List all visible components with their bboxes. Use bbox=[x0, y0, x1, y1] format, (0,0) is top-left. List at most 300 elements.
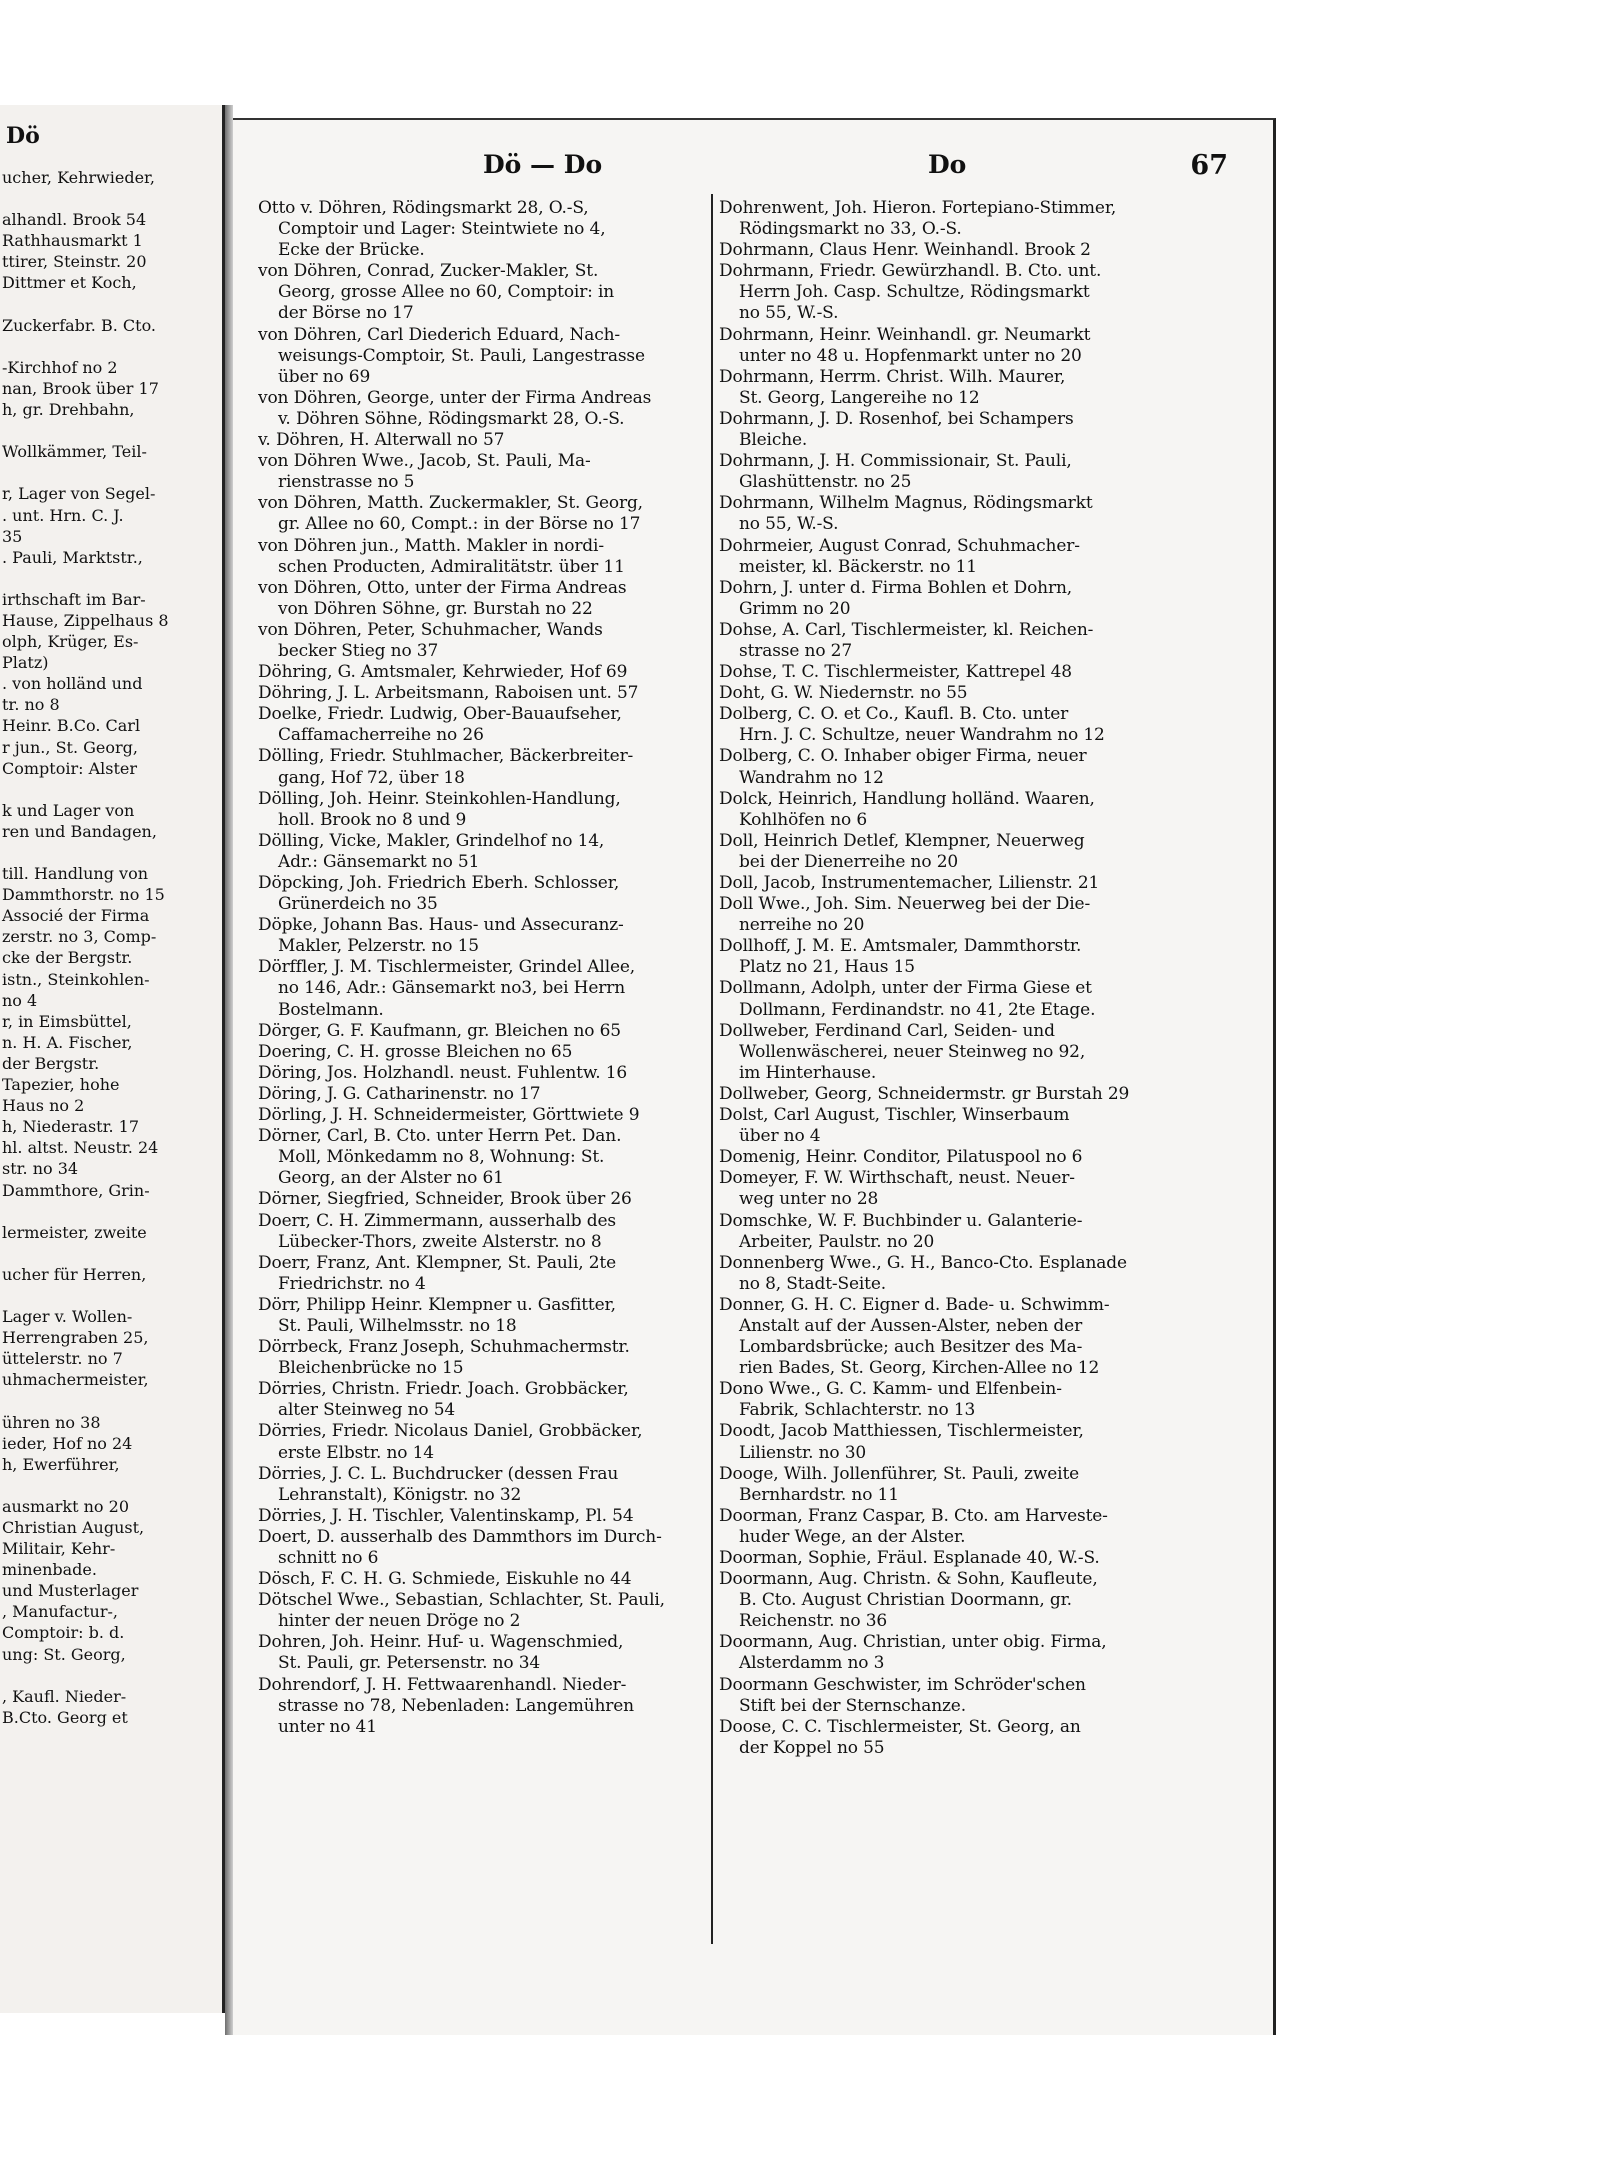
entry-name-line: Domenig, Heinr. Conditor, Pilatuspool no 6 bbox=[719, 1147, 1083, 1168]
facing-page-line: Dittmer et Koch, bbox=[2, 273, 137, 293]
directory-column-right bbox=[719, 198, 1231, 1759]
directory-entry bbox=[719, 1379, 1231, 1421]
entry-name-line: Döhring, G. Amtsmaler, Kehrwieder, Hof 69 bbox=[258, 662, 628, 683]
entry-name-line: Dolberg, C. O. et Co., Kaufl. B. Cto. unter bbox=[719, 704, 1069, 725]
entry-continuation-line: nerreihe no 20 bbox=[739, 915, 865, 936]
directory-entry bbox=[258, 1211, 708, 1253]
entry-continuation-line: Arbeiter, Paulstr. no 20 bbox=[739, 1231, 935, 1252]
entry-continuation-line: Georg, an der Alster no 61 bbox=[278, 1168, 504, 1189]
directory-entry bbox=[719, 1168, 1231, 1210]
directory-entry bbox=[258, 1527, 708, 1569]
entry-continuation-line: schen Producten, Admiralitätstr. über 11 bbox=[278, 556, 625, 577]
directory-entry bbox=[719, 536, 1231, 578]
entry-continuation-line: Makler, Pelzerstr. no 15 bbox=[278, 936, 479, 957]
entry-continuation-line: no 55, W.-S. bbox=[739, 514, 839, 535]
entry-name-line: Doll, Jacob, Instrumentemacher, Lilienstr. 21 bbox=[719, 873, 1100, 893]
entry-continuation-line: Platz no 21, Haus 15 bbox=[739, 957, 915, 978]
facing-page-line bbox=[0, 462, 222, 483]
entry-name-line: von Döhren, Otto, unter der Firma Andreas bbox=[258, 577, 627, 598]
facing-page-line: zerstr. no 3, Comp- bbox=[2, 927, 157, 947]
entry-name-line: Dohrenwent, Joh. Hieron. Fortepiano-Stimmer, bbox=[719, 198, 1117, 218]
facing-page-line: der Bergstr. bbox=[2, 1053, 100, 1073]
entry-name-line: Dollweber, Georg, Schneidermstr. gr Burstah 29 bbox=[719, 1083, 1130, 1104]
entry-continuation-line: Adr.: Gänsemarkt no 51 bbox=[278, 851, 480, 872]
facing-page-line: Herrengraben 25, bbox=[2, 1328, 149, 1348]
directory-entry bbox=[258, 1506, 708, 1527]
directory-entry bbox=[258, 1042, 708, 1063]
directory-entry bbox=[719, 240, 1231, 261]
facing-page-line: n. H. A. Fischer, bbox=[2, 1032, 133, 1052]
facing-page-line bbox=[0, 1390, 222, 1411]
entry-continuation-line: Fabrik, Schlachterstr. no 13 bbox=[739, 1400, 976, 1421]
directory-entry bbox=[719, 1421, 1231, 1463]
directory-entry bbox=[258, 1421, 708, 1463]
facing-page-line: Hause, Zippelhaus 8 bbox=[2, 610, 169, 630]
entry-continuation-line: rien Bades, St. Georg, Kirchen-Allee no 12 bbox=[739, 1358, 1100, 1379]
running-head-left: Dö — Do bbox=[483, 150, 603, 179]
entry-name-line: Doodt, Jacob Matthiessen, Tischlermeister, bbox=[719, 1421, 1084, 1442]
entry-name-line: Döhring, J. L. Arbeitsmann, Raboisen unt. 57 bbox=[258, 683, 639, 704]
facing-page-line: Militair, Kehr- bbox=[2, 1539, 116, 1559]
entry-name-line: von Döhren, Carl Diederich Eduard, Nach- bbox=[258, 324, 620, 345]
directory-entry bbox=[719, 620, 1231, 662]
facing-page-line: irthschaft im Bar- bbox=[2, 589, 146, 609]
directory-entry bbox=[258, 831, 708, 873]
entry-name-line: Dolberg, C. O. Inhaber obiger Firma, neuer bbox=[719, 746, 1087, 767]
entry-continuation-line: Comptoir und Lager: Steintwiete no 4, bbox=[278, 219, 606, 240]
facing-page-line bbox=[0, 1285, 222, 1306]
entry-name-line: Doht, G. W. Niedernstr. no 55 bbox=[719, 683, 968, 704]
entry-name-line: von Döhren, Peter, Schuhmacher, Wands bbox=[258, 619, 603, 640]
facing-page-line: Lager v. Wollen- bbox=[2, 1307, 133, 1327]
facing-page-line: Associé der Firma bbox=[2, 906, 150, 926]
directory-entry bbox=[258, 325, 708, 388]
directory-entry bbox=[258, 1379, 708, 1421]
directory-entry bbox=[719, 1506, 1231, 1548]
entry-continuation-line: St. Pauli, gr. Petersenstr. no 34 bbox=[278, 1653, 541, 1674]
entry-name-line: Dono Wwe., G. C. Kamm- und Elfenbein- bbox=[719, 1379, 1062, 1400]
facing-page-line: till. Handlung von bbox=[2, 864, 149, 884]
entry-continuation-line: Reichenstr. no 36 bbox=[739, 1611, 888, 1632]
entry-name-line: Dörner, Carl, B. Cto. unter Herrn Pet. Dan. bbox=[258, 1126, 622, 1147]
facing-page-line: Zuckerfabr. B. Cto. bbox=[2, 315, 156, 335]
directory-entry bbox=[258, 493, 708, 535]
directory-entry bbox=[719, 1632, 1231, 1674]
directory-entry bbox=[719, 789, 1231, 831]
directory-entry bbox=[719, 493, 1231, 535]
entry-name-line: Dörffler, J. M. Tischlermeister, Grindel Allee, bbox=[258, 957, 636, 978]
entry-continuation-line: Wollenwäscherei, neuer Steinweg no 92, bbox=[739, 1041, 1086, 1062]
entry-continuation-line: Bernhardstr. no 11 bbox=[739, 1484, 899, 1505]
directory-entry bbox=[719, 936, 1231, 978]
directory-entry bbox=[258, 620, 708, 662]
entry-name-line: Dohrmann, Claus Henr. Weinhandl. Brook 2 bbox=[719, 240, 1091, 261]
entry-name-line: Dohse, T. C. Tischlermeister, Kattrepel 48 bbox=[719, 662, 1072, 683]
entry-continuation-line: unter no 41 bbox=[278, 1716, 377, 1737]
entry-name-line: v. Döhren, H. Alterwall no 57 bbox=[258, 430, 505, 451]
facing-page-line: r, in Eimsbüttel, bbox=[2, 1011, 132, 1031]
entry-continuation-line: no 8, Stadt-Seite. bbox=[739, 1273, 887, 1294]
entry-continuation-line: Hrn. J. C. Schultze, neuer Wandrahm no 12 bbox=[739, 725, 1105, 746]
facing-page-line bbox=[0, 779, 222, 800]
directory-entry bbox=[258, 1569, 708, 1590]
entry-name-line: Dohrmann, Wilhelm Magnus, Rödingsmarkt bbox=[719, 493, 1093, 514]
facing-page-line: . von holländ und bbox=[2, 674, 143, 694]
facing-page-line: olph, Krüger, Es- bbox=[2, 632, 139, 652]
entry-continuation-line: Ecke der Brücke. bbox=[278, 240, 425, 261]
entry-continuation-line: Bostelmann. bbox=[278, 999, 384, 1020]
facing-page-line bbox=[0, 336, 222, 357]
facing-page-line: uhmachermeister, bbox=[2, 1370, 149, 1390]
entry-continuation-line: im Hinterhause. bbox=[739, 1062, 877, 1083]
entry-continuation-line: der Koppel no 55 bbox=[739, 1737, 885, 1758]
directory-entry bbox=[719, 1295, 1231, 1379]
directory-entry bbox=[719, 409, 1231, 451]
entry-continuation-line: Anstalt auf der Aussen-Alster, neben der bbox=[739, 1315, 1083, 1336]
directory-entry bbox=[258, 1464, 708, 1506]
facing-page-line: hl. altst. Neustr. 24 bbox=[2, 1138, 159, 1158]
entry-continuation-line: Bleiche. bbox=[739, 430, 808, 451]
entry-continuation-line: Herrn Joh. Casp. Schultze, Rödingsmarkt bbox=[739, 282, 1090, 303]
column-divider bbox=[711, 194, 713, 1944]
directory-entry bbox=[258, 1021, 708, 1042]
entry-name-line: Doll Wwe., Joh. Sim. Neuerweg bei der Die- bbox=[719, 894, 1091, 915]
facing-page-line bbox=[0, 294, 222, 315]
directory-page bbox=[233, 118, 1276, 2035]
directory-entry bbox=[719, 1147, 1231, 1168]
entry-name-line: Otto v. Döhren, Rödingsmarkt 28, O.-S, bbox=[258, 198, 589, 218]
entry-continuation-line: holl. Brook no 8 und 9 bbox=[278, 809, 467, 830]
entry-name-line: Dohrn, J. unter d. Firma Bohlen et Dohrn, bbox=[719, 577, 1072, 598]
entry-continuation-line: weisungs-Comptoir, St. Pauli, Langestrasse bbox=[278, 345, 645, 366]
entry-name-line: Doose, C. C. Tischlermeister, St. Georg, an bbox=[719, 1716, 1081, 1737]
entry-name-line: Doorman, Sophie, Fräul. Esplanade 40, W.-S. bbox=[719, 1548, 1100, 1568]
entry-continuation-line: Lilienstr. no 30 bbox=[739, 1442, 867, 1463]
entry-continuation-line: von Döhren Söhne, gr. Burstah no 22 bbox=[278, 598, 593, 619]
entry-name-line: Döring, Jos. Holzhandl. neust. Fuhlentw. 16 bbox=[258, 1062, 628, 1083]
facing-page-line: h, gr. Drehbahn, bbox=[2, 400, 135, 420]
directory-entry bbox=[719, 1675, 1231, 1717]
directory-entry bbox=[719, 831, 1231, 873]
directory-entry bbox=[719, 894, 1231, 936]
directory-entry bbox=[258, 789, 708, 831]
directory-entry bbox=[719, 451, 1231, 493]
entry-name-line: von Döhren, Conrad, Zucker-Makler, St. bbox=[258, 261, 599, 282]
entry-name-line: Dörries, Friedr. Nicolaus Daniel, Grobbäcker, bbox=[258, 1421, 643, 1442]
entry-name-line: Donnenberg Wwe., G. H., Banco-Cto. Esplanade bbox=[719, 1252, 1127, 1273]
entry-continuation-line: St. Pauli, Wilhelmsstr. no 18 bbox=[278, 1315, 517, 1336]
entry-continuation-line: v. Döhren Söhne, Rödingsmarkt 28, O.-S. bbox=[278, 408, 625, 429]
entry-name-line: Dörrbeck, Franz Joseph, Schuhmachermstr. bbox=[258, 1337, 630, 1358]
entry-name-line: Doelke, Friedr. Ludwig, Ober-Bauaufseher, bbox=[258, 704, 622, 725]
running-head-right: Do bbox=[928, 150, 967, 179]
directory-entry bbox=[719, 1717, 1231, 1759]
directory-entry bbox=[258, 388, 708, 430]
facing-page-line: ausmarkt no 20 bbox=[2, 1496, 130, 1516]
facing-page-line: Comptoir: Alster bbox=[2, 758, 138, 778]
facing-page-line bbox=[0, 1665, 222, 1686]
facing-page-line: k und Lager von bbox=[2, 800, 135, 820]
entry-continuation-line: no 55, W.-S. bbox=[739, 303, 839, 324]
entry-name-line: Dölling, Joh. Heinr. Steinkohlen-Handlung, bbox=[258, 788, 621, 809]
entry-continuation-line: huder Wege, an der Alster. bbox=[739, 1526, 966, 1547]
directory-entry bbox=[258, 578, 708, 620]
entry-continuation-line: Friedrichstr. no 4 bbox=[278, 1273, 426, 1294]
facing-page-line bbox=[0, 568, 222, 589]
facing-page-line: Rathhausmarkt 1 bbox=[2, 231, 143, 251]
facing-page-line: -Kirchhof no 2 bbox=[2, 357, 118, 377]
entry-continuation-line: Georg, grosse Allee no 60, Comptoir: in bbox=[278, 282, 615, 303]
entry-continuation-line: Rödingsmarkt no 33, O.-S. bbox=[739, 219, 962, 240]
directory-entry bbox=[258, 873, 708, 915]
directory-entry bbox=[258, 915, 708, 957]
directory-entry bbox=[258, 704, 708, 746]
entry-name-line: Dörr, Philipp Heinr. Klempner u. Gasfitter, bbox=[258, 1294, 616, 1315]
entry-continuation-line: gr. Allee no 60, Compt.: in der Börse no 17 bbox=[278, 514, 641, 535]
directory-entry bbox=[258, 1189, 708, 1210]
directory-entry bbox=[719, 1211, 1231, 1253]
directory-entry bbox=[719, 1021, 1231, 1084]
directory-entry bbox=[258, 1632, 708, 1674]
entry-continuation-line: über no 69 bbox=[278, 366, 371, 387]
facing-page-line bbox=[0, 420, 222, 441]
directory-entry bbox=[719, 1464, 1231, 1506]
entry-name-line: Dollmann, Adolph, unter der Firma Giese et bbox=[719, 978, 1092, 999]
facing-page-line: Dammthorstr. no 15 bbox=[2, 885, 165, 905]
directory-entry bbox=[258, 451, 708, 493]
entry-continuation-line: no 146, Adr.: Gänsemarkt no3, bei Herrn bbox=[278, 978, 625, 999]
facing-page-line: Comptoir: b. d. bbox=[2, 1623, 125, 1643]
entry-continuation-line: schnitt no 6 bbox=[278, 1548, 379, 1568]
entry-name-line: Döpke, Johann Bas. Haus- und Assecuranz- bbox=[258, 915, 624, 936]
directory-entry bbox=[719, 1105, 1231, 1147]
facing-page-line: tr. no 8 bbox=[2, 695, 60, 715]
directory-entry bbox=[719, 578, 1231, 620]
entry-name-line: Dölling, Friedr. Stuhlmacher, Bäckerbreiter- bbox=[258, 746, 634, 767]
directory-entry bbox=[258, 1675, 708, 1738]
facing-page-line: B.Cto. Georg et bbox=[2, 1707, 128, 1727]
entry-continuation-line: St. Georg, Langereihe no 12 bbox=[739, 387, 980, 408]
facing-page-text bbox=[0, 167, 222, 1728]
facing-page-line: , Manufactur-, bbox=[2, 1602, 118, 1622]
directory-entry bbox=[258, 957, 708, 1020]
entry-name-line: Doerr, Franz, Ant. Klempner, St. Pauli, 2te bbox=[258, 1252, 617, 1273]
entry-name-line: Dohrmann, J. D. Rosenhof, bei Schampers bbox=[719, 408, 1074, 429]
entry-continuation-line: über no 4 bbox=[739, 1126, 821, 1147]
entry-continuation-line: Bleichenbrücke no 15 bbox=[278, 1358, 464, 1379]
entry-continuation-line: rienstrasse no 5 bbox=[278, 472, 415, 493]
facing-page-line bbox=[0, 1201, 222, 1222]
directory-entry bbox=[719, 1084, 1231, 1105]
entry-continuation-line: Stift bei der Sternschanze. bbox=[739, 1695, 966, 1716]
entry-name-line: Dörries, J. C. L. Buchdrucker (dessen Frau bbox=[258, 1463, 619, 1484]
entry-name-line: Dollweber, Ferdinand Carl, Seiden- und bbox=[719, 1020, 1055, 1041]
entry-name-line: Dörries, Christn. Friedr. Joach. Grobbäcker, bbox=[258, 1379, 629, 1400]
running-header bbox=[233, 150, 1273, 190]
entry-name-line: Dohrmann, Herrm. Christ. Wilh. Maurer, bbox=[719, 366, 1066, 387]
directory-entry bbox=[258, 1063, 708, 1084]
entry-continuation-line: Lehranstalt), Königstr. no 32 bbox=[278, 1484, 522, 1505]
facing-page-line: 35 bbox=[2, 526, 23, 546]
entry-name-line: Doll, Heinrich Detlef, Klempner, Neuerweg bbox=[719, 830, 1085, 851]
facing-page-line: h, Niederastr. 17 bbox=[2, 1117, 140, 1137]
entry-name-line: Doorman, Franz Caspar, B. Cto. am Harveste- bbox=[719, 1505, 1108, 1526]
entry-continuation-line: Glashüttenstr. no 25 bbox=[739, 472, 912, 493]
entry-name-line: Dötschel Wwe., Sebastian, Schlachter, St. Pauli, bbox=[258, 1590, 665, 1611]
entry-continuation-line: Kohlhöfen no 6 bbox=[739, 809, 868, 830]
directory-entry bbox=[719, 325, 1231, 367]
entry-name-line: Dollhoff, J. M. E. Amtsmaler, Dammthorstr. bbox=[719, 936, 1082, 957]
entry-name-line: Dohren, Joh. Heinr. Huf- u. Wagenschmied, bbox=[258, 1632, 624, 1653]
entry-name-line: Dörries, J. H. Tischler, Valentinskamp, Pl. 54 bbox=[258, 1505, 634, 1526]
directory-entry bbox=[258, 1105, 708, 1126]
entry-name-line: Doormann Geschwister, im Schröder'schen bbox=[719, 1674, 1086, 1695]
facing-page-line: ieder, Hof no 24 bbox=[2, 1433, 133, 1453]
entry-continuation-line: Dollmann, Ferdinandstr. no 41, 2te Etage. bbox=[739, 999, 1096, 1020]
directory-entry bbox=[719, 704, 1231, 746]
entry-continuation-line: Grimm no 20 bbox=[739, 598, 851, 619]
entry-name-line: von Döhren, George, unter der Firma Andreas bbox=[258, 387, 652, 408]
entry-name-line: Dolck, Heinrich, Handlung holländ. Waaren, bbox=[719, 788, 1095, 809]
entry-name-line: Dösch, F. C. H. G. Schmiede, Eiskuhle no 44 bbox=[258, 1569, 632, 1590]
entry-name-line: Dohrmann, Heinr. Weinhandl. gr. Neumarkt bbox=[719, 324, 1091, 345]
directory-entry bbox=[719, 978, 1231, 1020]
directory-entry bbox=[719, 1548, 1231, 1569]
directory-entry bbox=[258, 1126, 708, 1189]
directory-entry bbox=[719, 873, 1231, 894]
facing-page-line: h, Ewerführer, bbox=[2, 1454, 120, 1474]
entry-name-line: Doormann, Aug. Christn. & Sohn, Kaufleute, bbox=[719, 1569, 1098, 1590]
entry-name-line: Dörling, J. H. Schneidermeister, Görttwiete 9 bbox=[258, 1105, 640, 1126]
entry-name-line: Doormann, Aug. Christian, unter obig. Firma, bbox=[719, 1632, 1107, 1653]
facing-page-line: no 4 bbox=[2, 990, 38, 1010]
facing-page-line: üttelerstr. no 7 bbox=[2, 1349, 123, 1369]
entry-name-line: Dohrmann, J. H. Commissionair, St. Pauli, bbox=[719, 451, 1072, 472]
facing-page-line: ucher für Herren, bbox=[2, 1264, 147, 1284]
facing-page-line: , Kaufl. Nieder- bbox=[2, 1686, 127, 1706]
entry-name-line: von Döhren jun., Matth. Makler in nordi- bbox=[258, 535, 604, 556]
entry-continuation-line: erste Elbstr. no 14 bbox=[278, 1442, 434, 1463]
facing-page-line: alhandl. Brook 54 bbox=[2, 210, 147, 230]
facing-page-line: cke der Bergstr. bbox=[2, 948, 133, 968]
entry-name-line: Dohrmann, Friedr. Gewürzhandl. B. Cto. unt. bbox=[719, 261, 1102, 282]
directory-entry bbox=[719, 198, 1231, 240]
entry-continuation-line: B. Cto. August Christian Doormann, gr. bbox=[739, 1590, 1072, 1611]
page-number: 67 bbox=[1190, 150, 1228, 181]
facing-page-line: ren und Bandagen, bbox=[2, 821, 157, 841]
entry-continuation-line: gang, Hof 72, über 18 bbox=[278, 767, 465, 788]
entry-continuation-line: alter Steinweg no 54 bbox=[278, 1400, 456, 1421]
directory-entry bbox=[719, 1253, 1231, 1295]
facing-page-line: ttirer, Steinstr. 20 bbox=[2, 252, 147, 272]
entry-name-line: Doering, C. H. grosse Bleichen no 65 bbox=[258, 1041, 573, 1062]
facing-page-line: Heinr. B.Co. Carl bbox=[2, 716, 141, 736]
facing-page-header: Dö bbox=[6, 123, 40, 149]
entry-continuation-line: becker Stieg no 37 bbox=[278, 640, 439, 661]
entry-name-line: Döring, J. G. Catharinenstr. no 17 bbox=[258, 1083, 541, 1104]
entry-name-line: Dolst, Carl August, Tischler, Winserbaum bbox=[719, 1105, 1070, 1126]
facing-page-line: ung: St. Georg, bbox=[2, 1644, 126, 1664]
facing-page-line: r jun., St. Georg, bbox=[2, 737, 138, 757]
entry-name-line: von Döhren Wwe., Jacob, St. Pauli, Ma- bbox=[258, 451, 591, 472]
directory-entry bbox=[719, 662, 1231, 683]
entry-continuation-line: meister, kl. Bäckerstr. no 11 bbox=[739, 556, 977, 577]
entry-name-line: Donner, G. H. C. Eigner d. Bade- u. Schwimm- bbox=[719, 1294, 1110, 1315]
facing-page-line: Haus no 2 bbox=[2, 1096, 85, 1116]
facing-page-line: r, Lager von Segel- bbox=[2, 484, 156, 504]
directory-entry bbox=[719, 683, 1231, 704]
facing-page-line: ühren no 38 bbox=[2, 1412, 101, 1432]
facing-page-line: Platz) bbox=[2, 653, 49, 673]
directory-entry bbox=[719, 261, 1231, 324]
entry-continuation-line: Alsterdamm no 3 bbox=[739, 1653, 885, 1674]
facing-page-line bbox=[0, 188, 222, 209]
facing-page-line: und Musterlager bbox=[2, 1581, 139, 1601]
facing-page-line: minenbade. bbox=[2, 1560, 97, 1580]
book-gutter bbox=[225, 105, 233, 2035]
facing-page-line: Tapezier, hohe bbox=[2, 1075, 120, 1095]
directory-column-left bbox=[258, 198, 708, 1738]
directory-entry bbox=[719, 367, 1231, 409]
directory-entry bbox=[258, 430, 708, 451]
facing-page-line bbox=[0, 1243, 222, 1264]
facing-page-line: istn., Steinkohlen- bbox=[2, 969, 150, 989]
facing-page-line: str. no 34 bbox=[2, 1159, 79, 1179]
entry-name-line: Dohrendorf, J. H. Fettwaarenhandl. Nieder- bbox=[258, 1674, 627, 1695]
entry-continuation-line: unter no 48 u. Hopfenmarkt unter no 20 bbox=[739, 345, 1082, 366]
directory-entry bbox=[258, 1337, 708, 1379]
facing-page-line bbox=[0, 842, 222, 863]
facing-page-line: Wollkämmer, Teil- bbox=[2, 442, 147, 462]
directory-entry bbox=[258, 198, 708, 261]
entry-continuation-line: hinter der neuen Dröge no 2 bbox=[278, 1611, 521, 1632]
directory-entry bbox=[258, 1084, 708, 1105]
directory-entry bbox=[258, 746, 708, 788]
facing-page-line: Christian August, bbox=[2, 1518, 145, 1537]
entry-continuation-line: strasse no 78, Nebenladen: Langemühren bbox=[278, 1695, 634, 1716]
directory-entry bbox=[258, 1295, 708, 1337]
facing-page-line: ucher, Kehrwieder, bbox=[2, 168, 156, 187]
directory-entry bbox=[258, 662, 708, 683]
entry-name-line: Doert, D. ausserhalb des Dammthors im Durch- bbox=[258, 1526, 662, 1547]
directory-entry bbox=[258, 1253, 708, 1295]
entry-continuation-line: der Börse no 17 bbox=[278, 303, 414, 324]
entry-continuation-line: bei der Dienerreihe no 20 bbox=[739, 851, 959, 872]
facing-page-line: Dammthore, Grin- bbox=[2, 1180, 150, 1200]
directory-entry bbox=[258, 1590, 708, 1632]
entry-continuation-line: Wandrahm no 12 bbox=[739, 767, 884, 788]
facing-page-line: . Pauli, Marktstr., bbox=[2, 547, 143, 567]
entry-name-line: Dölling, Vicke, Makler, Grindelhof no 14, bbox=[258, 830, 605, 851]
entry-continuation-line: Caffamacherreihe no 26 bbox=[278, 725, 484, 746]
directory-entry bbox=[258, 536, 708, 578]
entry-name-line: Döpcking, Joh. Friedrich Eberh. Schlosser, bbox=[258, 873, 620, 893]
directory-entry bbox=[258, 683, 708, 704]
entry-continuation-line: Lombardsbrücke; auch Besitzer des Ma- bbox=[739, 1337, 1083, 1358]
entry-name-line: Dörner, Siegfried, Schneider, Brook über 26 bbox=[258, 1189, 632, 1210]
entry-name-line: Dohse, A. Carl, Tischlermeister, kl. Reichen- bbox=[719, 619, 1094, 640]
facing-page-line: nan, Brook über 17 bbox=[2, 378, 159, 398]
facing-page-line bbox=[0, 1475, 222, 1496]
entry-name-line: Domschke, W. F. Buchbinder u. Galanterie- bbox=[719, 1210, 1083, 1231]
facing-page-line: . unt. Hrn. C. J. bbox=[2, 505, 124, 525]
directory-entry bbox=[719, 746, 1231, 788]
entry-continuation-line: strasse no 27 bbox=[739, 640, 852, 661]
entry-name-line: Domeyer, F. W. Wirthschaft, neust. Neuer- bbox=[719, 1168, 1075, 1189]
entry-name-line: Dörger, G. F. Kaufmann, gr. Bleichen no 65 bbox=[258, 1020, 621, 1041]
facing-page-fragment bbox=[0, 105, 225, 2013]
entry-continuation-line: Moll, Mönkedamm no 8, Wohnung: St. bbox=[278, 1147, 605, 1168]
